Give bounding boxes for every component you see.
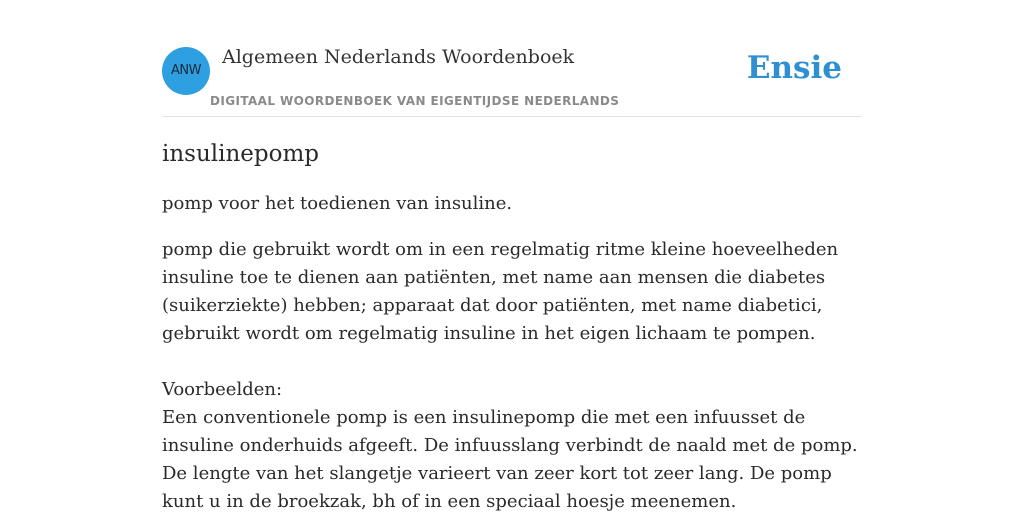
example-sentence: Een conventionele pomp is een insulinepomp die met een infuusset de insuline onderhuids afgeeft. De infuusslang verbindt de naald met de pomp. De lengte van het slangetje varieert van zeer kort tot zeer lang. De pomp kunt u in de broekzak, bh of in een speciaal hoesje meenemen. [162, 407, 858, 512]
anw-logo[interactable]: ANW [162, 47, 210, 95]
dictionary-entry [162, 138, 862, 512]
long-definition: pomp die gebruikt wordt om in een regelmatig ritme kleine hoeveelheden insuline toe te dienen aan patiënten, met name aan mensen die diabetes (suikerziekte) hebben; apparaat dat door patiënten, met name diabetici, gebruikt wordt om regelmatig insuline in het eigen lichaam te pompen. [162, 239, 839, 344]
examples-label: Voorbeelden: [162, 379, 283, 400]
short-definition: pomp voor het toedienen van insuline. [162, 193, 513, 214]
site-subtitle: DIGITAAL WOORDENBOEK VAN EIGENTIJDSE NEDERLANDS [210, 94, 620, 108]
site-header [162, 40, 862, 117]
headword: insulinepomp [162, 141, 320, 167]
ensie-brand-logo[interactable]: Ensie [746, 50, 842, 86]
site-title[interactable]: Algemeen Nederlands Woordenboek [222, 46, 575, 68]
